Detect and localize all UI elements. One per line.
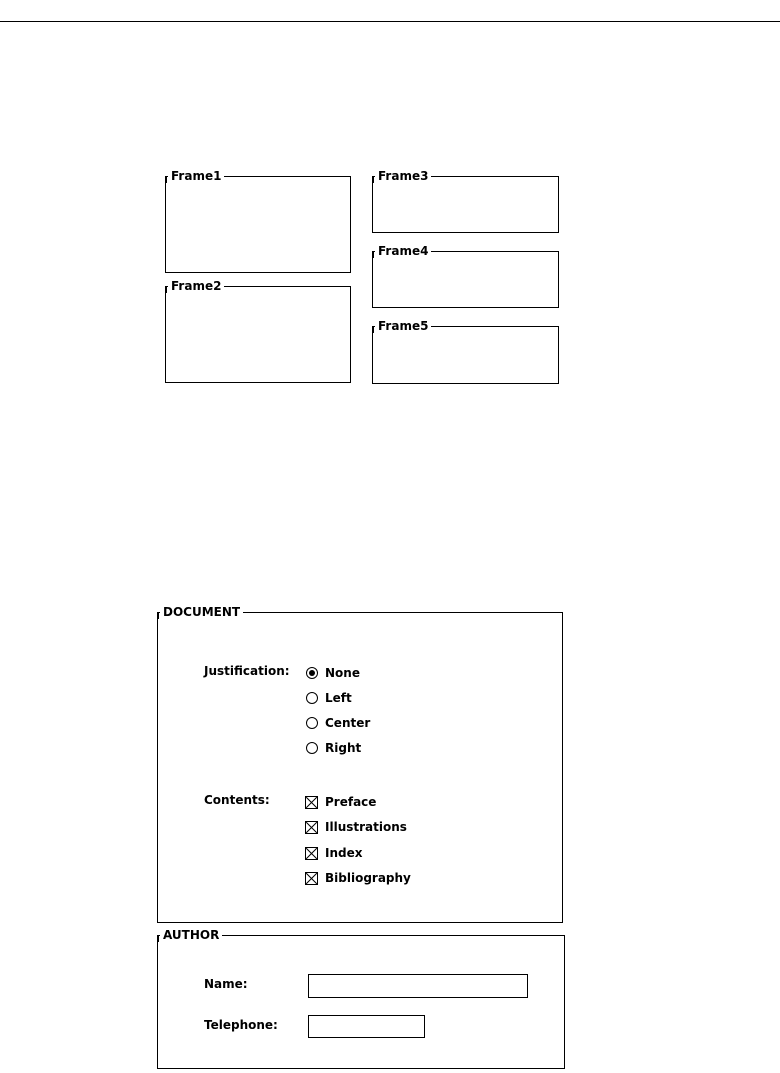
frame-4 bbox=[372, 244, 559, 308]
telephone-label: Telephone: bbox=[204, 1018, 278, 1032]
checkbox-preface-label: Preface bbox=[325, 795, 377, 809]
radio-left-label: Left bbox=[325, 691, 352, 705]
telephone-input[interactable] bbox=[308, 1015, 425, 1038]
frame-5-label: Frame5 bbox=[375, 319, 431, 333]
justification-label: Justification: bbox=[204, 664, 290, 678]
document-group bbox=[157, 605, 563, 923]
name-input[interactable] bbox=[308, 974, 528, 998]
checkbox-bibliography-label: Bibliography bbox=[325, 871, 411, 885]
radio-left-button[interactable] bbox=[306, 692, 318, 704]
radio-center-button[interactable] bbox=[306, 717, 318, 729]
checkbox-index-label: Index bbox=[325, 846, 363, 860]
radio-option-none[interactable] bbox=[306, 666, 360, 680]
checkbox-option-index[interactable] bbox=[305, 846, 362, 860]
radio-none-button[interactable] bbox=[306, 667, 318, 679]
radio-right-button[interactable] bbox=[306, 742, 318, 754]
checkbox-option-bibliography[interactable] bbox=[305, 871, 411, 885]
frame-1-label: Frame1 bbox=[168, 169, 224, 183]
author-group-title: AUTHOR bbox=[160, 928, 222, 942]
checkbox-preface[interactable] bbox=[305, 796, 318, 809]
checkbox-illustrations-label: Illustrations bbox=[325, 820, 407, 834]
contents-label: Contents: bbox=[204, 793, 270, 807]
checkbox-option-illustrations[interactable] bbox=[305, 820, 407, 834]
name-label: Name: bbox=[204, 977, 248, 991]
frame-3 bbox=[372, 169, 559, 233]
checkbox-index[interactable] bbox=[305, 847, 318, 860]
checkbox-option-preface[interactable] bbox=[305, 795, 376, 809]
radio-center-label: Center bbox=[325, 716, 371, 730]
frame-4-label: Frame4 bbox=[375, 244, 431, 258]
radio-none-label: None bbox=[325, 666, 360, 680]
checkbox-bibliography[interactable] bbox=[305, 872, 318, 885]
frame-2-label: Frame2 bbox=[168, 279, 224, 293]
radio-option-right[interactable] bbox=[306, 741, 361, 755]
frame-2 bbox=[165, 279, 351, 383]
radio-option-left[interactable] bbox=[306, 691, 352, 705]
checkbox-illustrations[interactable] bbox=[305, 821, 318, 834]
document-group-title: DOCUMENT bbox=[160, 605, 243, 619]
top-divider bbox=[0, 21, 780, 22]
author-group bbox=[157, 928, 565, 1069]
frame-5 bbox=[372, 319, 559, 384]
radio-right-label: Right bbox=[325, 741, 362, 755]
frame-3-label: Frame3 bbox=[375, 169, 431, 183]
frame-1 bbox=[165, 169, 351, 273]
radio-option-center[interactable] bbox=[306, 716, 370, 730]
